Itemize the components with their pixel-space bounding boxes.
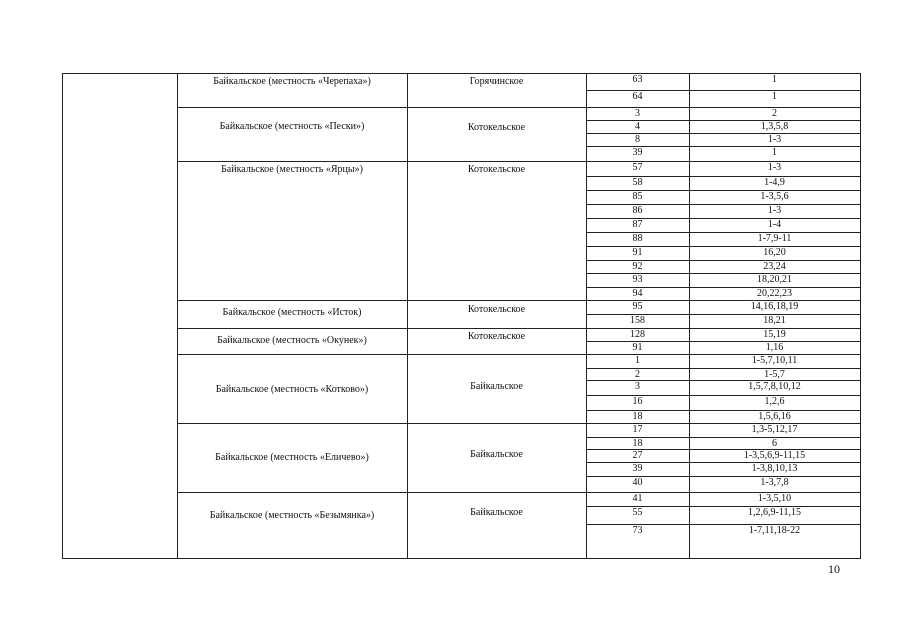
locality-cell: Байкальское (местность «Ярцы») xyxy=(221,164,363,175)
plots-cell: 1-5,7 xyxy=(764,369,785,380)
group-divider xyxy=(177,328,861,329)
locality-cell: Байкальское (местность «Черепаха») xyxy=(213,76,371,87)
locality-cell: Байкальское (местность «Безымянка») xyxy=(209,510,375,521)
plots-cell: 1 xyxy=(772,147,777,158)
quarter-cell: 128 xyxy=(630,329,645,340)
forestry-cell: Котокельское xyxy=(467,304,526,315)
table-bottom-border xyxy=(62,558,861,559)
quarter-cell: 64 xyxy=(632,91,643,102)
column-line xyxy=(62,73,63,559)
entry-divider xyxy=(586,314,861,315)
quarter-cell: 58 xyxy=(632,177,643,188)
plots-cell: 1-3,8,10,13 xyxy=(751,463,798,474)
plots-cell: 6 xyxy=(772,438,777,449)
forestry-cell: Байкальское xyxy=(470,507,523,518)
quarter-cell: 18 xyxy=(632,411,643,422)
plots-cell: 1,16 xyxy=(765,342,784,353)
group-divider xyxy=(177,107,861,108)
quarter-cell: 39 xyxy=(632,147,643,158)
quarter-cell: 95 xyxy=(632,301,643,312)
plots-cell: 18,20,21 xyxy=(757,274,792,285)
quarter-cell: 87 xyxy=(632,219,643,230)
plots-cell: 1,3-5,12,17 xyxy=(751,424,798,435)
plots-cell: 2 xyxy=(772,108,777,119)
forestry-cell: Байкальское xyxy=(470,381,523,392)
locality-cell: Байкальское (местность «Исток) xyxy=(222,307,362,318)
plots-cell: 1-3 xyxy=(767,162,782,173)
quarter-cell: 94 xyxy=(632,288,643,299)
quarter-cell: 2 xyxy=(635,369,640,380)
quarter-cell: 3 xyxy=(635,381,640,392)
quarter-cell: 39 xyxy=(632,463,643,474)
entry-divider xyxy=(586,90,861,91)
quarter-cell: 3 xyxy=(635,108,640,119)
locality-cell: Байкальское (местность «Еличево») xyxy=(215,452,369,463)
quarter-cell: 18 xyxy=(632,438,643,449)
quarter-cell: 17 xyxy=(632,424,643,435)
plots-cell: 1 xyxy=(772,91,777,102)
plots-cell: 1-3,5,10 xyxy=(757,493,792,504)
quarter-cell: 158 xyxy=(630,315,645,326)
entry-divider xyxy=(586,176,861,177)
entry-divider xyxy=(586,246,861,247)
plots-cell: 20,22,23 xyxy=(757,288,792,299)
entry-divider xyxy=(586,120,861,121)
quarter-cell: 86 xyxy=(632,205,643,216)
entry-divider xyxy=(586,133,861,134)
plots-cell: 1-4 xyxy=(767,219,782,230)
page-number: 10 xyxy=(828,562,840,576)
forestry-cell: Котокельское xyxy=(467,164,526,175)
quarter-cell: 88 xyxy=(632,233,643,244)
forestry-cell: Байкальское xyxy=(470,449,523,460)
entry-divider xyxy=(586,476,861,477)
quarter-cell: 57 xyxy=(632,162,643,173)
plots-cell: 1-5,7,10,11 xyxy=(751,355,798,366)
entry-divider xyxy=(586,341,861,342)
entry-divider xyxy=(586,462,861,463)
plots-cell: 1 xyxy=(772,74,777,85)
entry-divider xyxy=(586,146,861,147)
quarter-cell: 8 xyxy=(635,134,640,145)
quarter-cell: 93 xyxy=(632,274,643,285)
locality-cell: Байкальское (местность «Пески») xyxy=(219,121,365,132)
entry-divider xyxy=(586,506,861,507)
plots-cell: 1-3,5,6,9-11,15 xyxy=(743,450,806,461)
entry-divider xyxy=(586,218,861,219)
column-line xyxy=(177,73,178,559)
plots-cell: 1-3,7,8 xyxy=(760,477,789,488)
plots-cell: 1-3 xyxy=(767,134,782,145)
locality-cell: Байкальское (местность «Котково») xyxy=(215,384,369,395)
forestry-cell: Горячинское xyxy=(469,76,524,87)
forestry-cell: Котокельское xyxy=(467,331,526,342)
plots-cell: 1-7,11,18-22 xyxy=(748,525,801,536)
plots-cell: 23,24 xyxy=(763,261,786,272)
group-divider xyxy=(177,161,861,162)
entry-divider xyxy=(586,437,861,438)
locality-cell: Байкальское (местность «Окунек») xyxy=(217,335,367,346)
entry-divider xyxy=(586,449,861,450)
quarter-cell: 91 xyxy=(632,247,643,258)
quarter-cell: 41 xyxy=(632,493,643,504)
entry-divider xyxy=(586,190,861,191)
plots-cell: 15,19 xyxy=(763,329,786,340)
quarter-cell: 63 xyxy=(632,74,643,85)
entry-divider xyxy=(586,410,861,411)
quarter-cell: 27 xyxy=(632,450,643,461)
entry-divider xyxy=(586,287,861,288)
plots-cell: 14,16,18,19 xyxy=(750,301,799,312)
table-top-border xyxy=(62,73,861,74)
plots-cell: 1,2,6 xyxy=(764,396,785,407)
quarter-cell: 92 xyxy=(632,261,643,272)
plots-cell: 1-3 xyxy=(767,205,782,216)
column-line xyxy=(407,73,408,559)
plots-cell: 1,5,6,16 xyxy=(758,411,791,422)
quarter-cell: 16 xyxy=(632,396,643,407)
quarter-cell: 4 xyxy=(635,121,640,132)
entry-divider xyxy=(586,380,861,381)
quarter-cell: 1 xyxy=(635,355,640,366)
entry-divider xyxy=(586,204,861,205)
plots-cell: 1-4,9 xyxy=(764,177,785,188)
entry-divider xyxy=(586,368,861,369)
plots-cell: 1-7,9-11 xyxy=(757,233,792,244)
plots-cell: 18,21 xyxy=(763,315,786,326)
plots-cell: 1,3,5,8 xyxy=(760,121,789,132)
quarter-cell: 91 xyxy=(632,342,643,353)
quarter-cell: 55 xyxy=(632,507,643,518)
entry-divider xyxy=(586,524,861,525)
plots-cell: 1,2,6,9-11,15 xyxy=(748,507,801,518)
entry-divider xyxy=(586,260,861,261)
plots-cell: 16,20 xyxy=(763,247,786,258)
quarter-cell: 73 xyxy=(632,525,643,536)
quarter-cell: 85 xyxy=(632,191,643,202)
quarter-cell: 40 xyxy=(632,477,643,488)
forestry-cell: Котокельское xyxy=(467,122,526,133)
entry-divider xyxy=(586,232,861,233)
entry-divider xyxy=(586,273,861,274)
plots-cell: 1-3,5,6 xyxy=(760,191,789,202)
plots-cell: 1,5,7,8,10,12 xyxy=(748,381,801,392)
entry-divider xyxy=(586,395,861,396)
